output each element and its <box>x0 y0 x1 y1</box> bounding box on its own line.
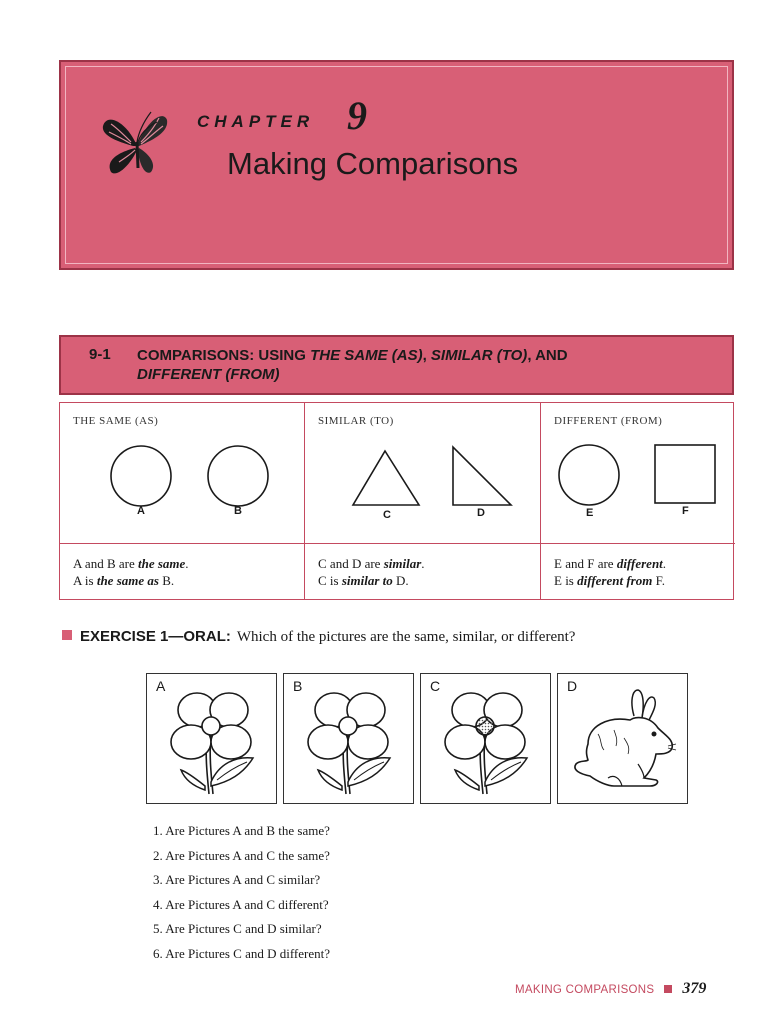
shape-letter: E <box>586 507 594 519</box>
list-item: 4. Are Pictures A and C different? <box>153 896 329 912</box>
running-head: MAKING COMPARISONS <box>515 984 655 996</box>
sentence-emphasis: different from <box>577 573 653 588</box>
sentence-line <box>554 572 666 589</box>
circles-same-icon <box>98 445 278 517</box>
sentence-line <box>73 555 189 572</box>
column-header: DIFFERENT (FROM) <box>554 415 663 427</box>
comparison-table <box>59 402 734 600</box>
chapter-label: CHAPTER <box>197 112 315 131</box>
column-sentences <box>554 555 666 589</box>
list-item: 5. Are Pictures C and D similar? <box>153 921 322 936</box>
picture-d <box>557 673 688 804</box>
sentence-emphasis: different <box>616 556 663 571</box>
sentence-line <box>73 572 189 589</box>
section-title-different: DIFFERENT (FROM) <box>137 366 280 383</box>
sentence-text: B. <box>158 573 175 588</box>
butterfly-icon <box>97 102 177 182</box>
sentence-text: . <box>421 556 425 571</box>
section-banner <box>59 335 734 395</box>
circle-square-different-icon <box>555 441 725 507</box>
shape-letter: D <box>477 507 485 519</box>
triangles-similar-icon <box>349 443 519 511</box>
rabbit-icon <box>558 674 686 802</box>
chapter-title: Making Comparisons <box>227 146 519 181</box>
square-bullet-icon <box>62 630 72 640</box>
section-title-same: THE SAME (AS) <box>310 347 423 364</box>
sentence-text: D. <box>392 573 409 588</box>
list-item: 3. Are Pictures A and C similar? <box>153 872 321 887</box>
shape-letter: F <box>682 505 689 517</box>
column-header: THE SAME (AS) <box>73 415 159 427</box>
exercise-label: EXERCISE 1—ORAL: <box>80 628 231 645</box>
picture-letter: D <box>567 678 578 694</box>
sentence-text: C is <box>318 573 342 588</box>
flower-icon <box>147 674 275 802</box>
shape-letter: C <box>383 509 391 521</box>
divider <box>541 543 735 544</box>
sentence-emphasis: similar to <box>341 573 393 588</box>
picture-c <box>420 673 551 804</box>
sentence-text: F. <box>652 573 666 588</box>
picture-b <box>283 673 414 804</box>
square-bullet-icon <box>664 985 672 993</box>
column-different <box>540 403 735 599</box>
page-footer <box>515 980 706 998</box>
section-title-sep: , <box>422 347 431 364</box>
column-same <box>60 403 304 599</box>
list-item: 1. Are Pictures A and B the same? <box>153 823 330 838</box>
sentence-line <box>318 572 425 589</box>
sentence-emphasis: the same as <box>96 573 159 588</box>
divider <box>305 543 540 544</box>
chapter-banner <box>59 60 734 270</box>
page-number: 379 <box>682 980 707 997</box>
exercise-prompt: Which of the pictures are the same, similar, or different? <box>236 629 576 645</box>
section-title <box>137 346 657 384</box>
list-item: 6. Are Pictures C and D different? <box>153 945 331 961</box>
flower-dotted-center-icon <box>421 674 549 802</box>
divider <box>60 543 304 544</box>
list-item: 2. Are Pictures A and C the same? <box>153 847 330 863</box>
column-sentences <box>318 555 425 589</box>
sentence-line <box>554 555 666 572</box>
column-header: SIMILAR (TO) <box>318 415 394 427</box>
picture-letter: A <box>156 678 166 694</box>
picture-a <box>146 673 277 804</box>
sentence-emphasis: similar <box>383 556 422 571</box>
sentence-text: A and B are <box>73 556 138 571</box>
sentence-text: A is <box>73 573 97 588</box>
sentence-text: E is <box>554 573 578 588</box>
column-similar <box>304 403 540 599</box>
flower-icon <box>284 674 412 802</box>
sentence-text: C and D are <box>318 556 384 571</box>
chapter-number: 9 <box>347 93 367 138</box>
column-sentences <box>73 555 189 589</box>
section-title-sep: , AND <box>527 347 568 364</box>
section-number: 9-1 <box>89 346 111 363</box>
sentence-emphasis: the same <box>137 556 186 571</box>
sentence-text: . <box>185 556 189 571</box>
section-title-similar: SIMILAR (TO) <box>430 347 528 364</box>
section-title-part: COMPARISONS: USING <box>137 347 311 364</box>
shape-letter: B <box>234 505 242 517</box>
shape-letter: A <box>137 505 145 517</box>
sentence-line <box>318 555 425 572</box>
exercise-heading <box>62 628 575 646</box>
question-list <box>153 822 330 969</box>
picture-letter: C <box>430 678 441 694</box>
sentence-text: E and F are <box>554 556 617 571</box>
picture-letter: B <box>293 678 303 694</box>
sentence-text: . <box>662 556 667 571</box>
